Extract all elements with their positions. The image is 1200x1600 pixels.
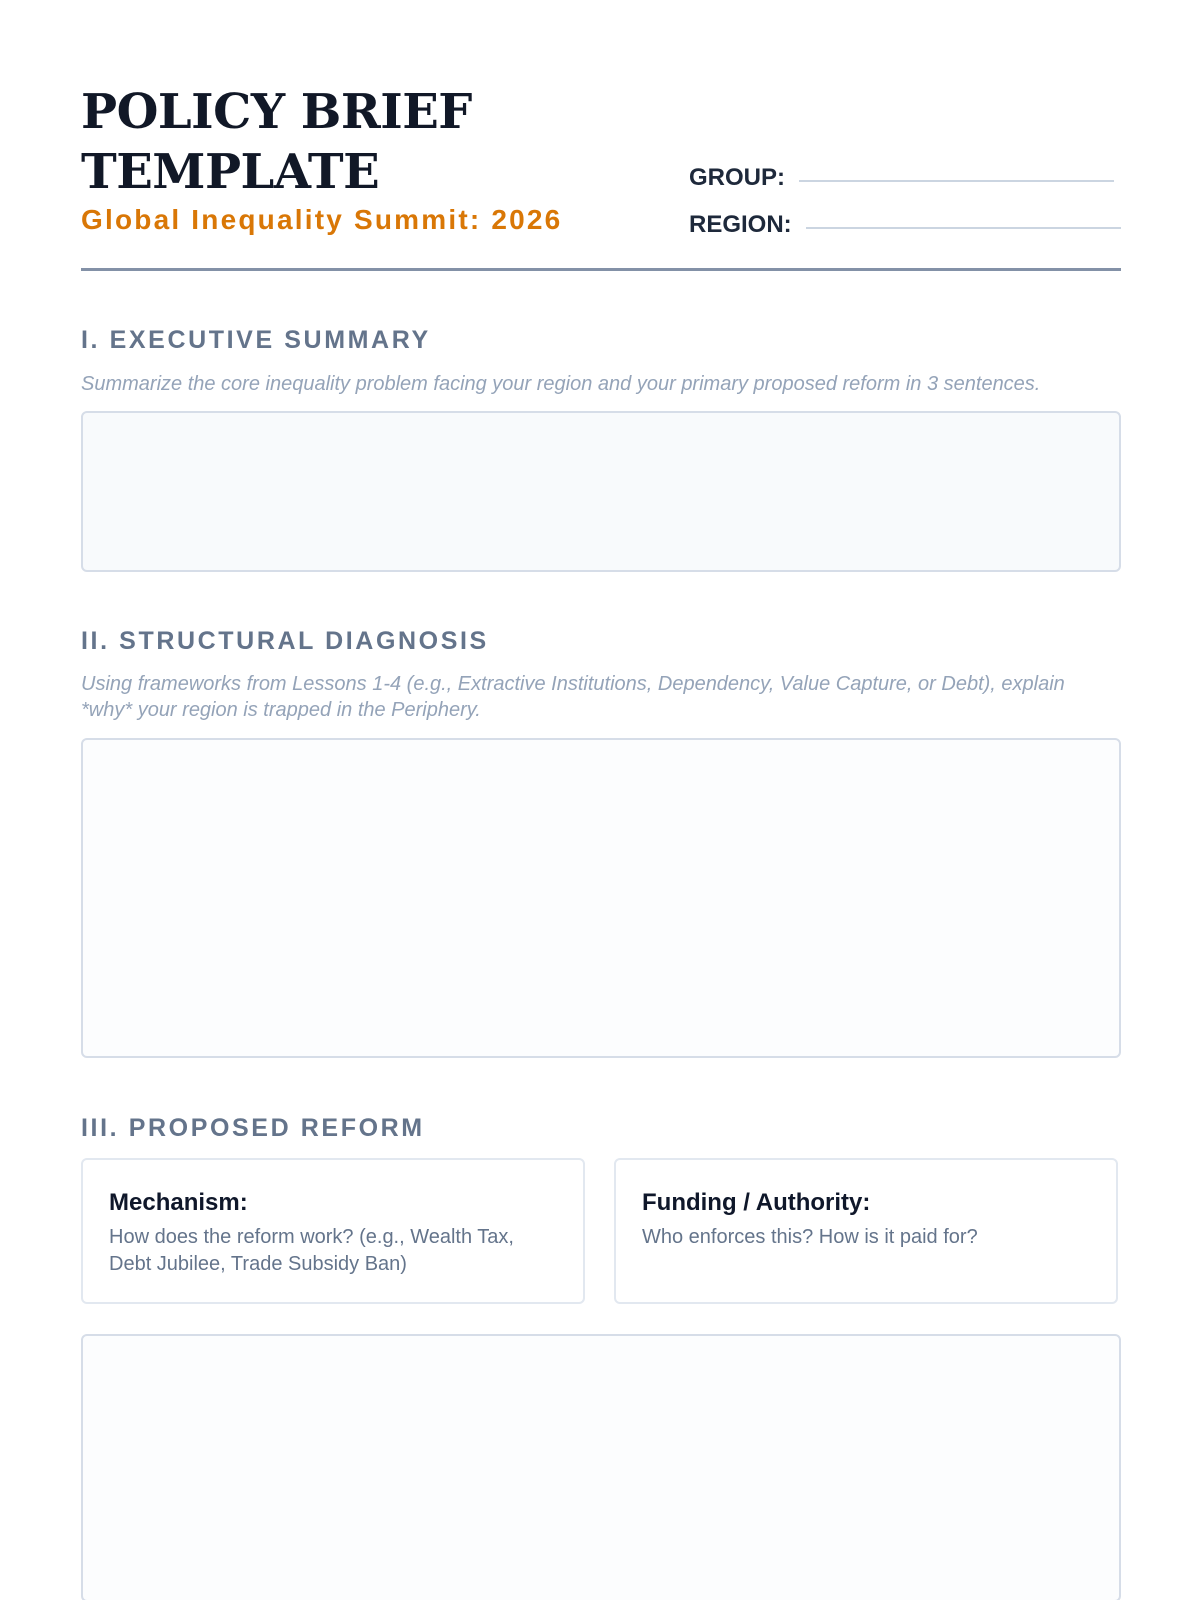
region-label: REGION: [689,211,792,238]
header-divider [81,268,1121,271]
page-subtitle: Global Inequality Summit: 2026 [81,204,563,235]
executive-summary-answer-box[interactable] [81,411,1121,572]
executive-summary-heading: I. EXECUTIVE SUMMARY [81,326,431,354]
page-title: POLICY BRIEF TEMPLATE [81,84,472,200]
funding-authority-card [614,1158,1118,1304]
structural-diagnosis-heading: II. STRUCTURAL DIAGNOSIS [81,627,489,655]
proposed-reform-heading: III. PROPOSED REFORM [81,1114,425,1142]
executive-summary-instructions: Summarize the core inequality problem facing your region and your primary proposed reform in 3 sentences. [81,373,1041,395]
structural-diagnosis-answer-box[interactable] [81,738,1121,1058]
group-label: GROUP: [689,164,785,191]
group-input-line[interactable] [799,180,1114,182]
region-field[interactable] [689,210,1121,240]
group-field[interactable] [689,163,1114,193]
structural-diagnosis-instructions: Using frameworks from Lessons 1-4 (e.g., Extractive Institutions, Dependency, Value Capture, or Debt), explain *why* your region is trapped in the Periphery. [81,673,1065,721]
mechanism-card [81,1158,585,1304]
funding-authority-card-title: Funding / Authority: [642,1189,871,1216]
mechanism-card-title: Mechanism: [109,1189,248,1216]
proposed-reform-answer-box[interactable] [81,1334,1121,1600]
funding-authority-card-description: Who enforces this? How is it paid for? [642,1226,978,1248]
mechanism-card-description: How does the reform work? (e.g., Wealth Tax, Debt Jubilee, Trade Subsidy Ban) [109,1226,514,1275]
policy-brief-page [81,0,1121,1600]
region-input-line[interactable] [806,227,1121,229]
